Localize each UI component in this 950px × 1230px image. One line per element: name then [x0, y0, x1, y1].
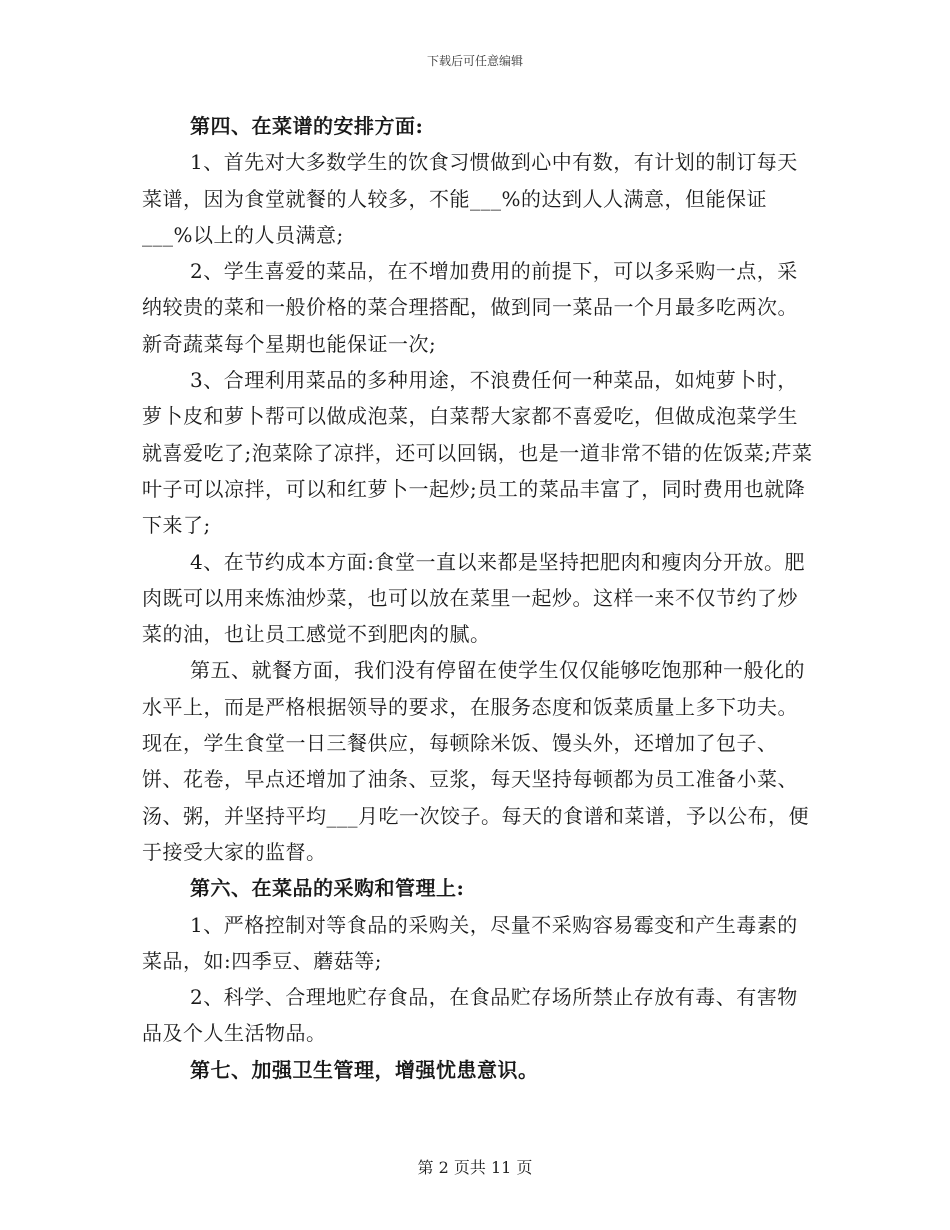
- section-heading: 第六、在菜品的采购和管理上:: [190, 876, 465, 901]
- page-footer: 第 2 页共 11 页: [417, 1158, 533, 1177]
- paragraph: 3、合理利用菜品的多种用途，不浪费任何一种菜品，如炖萝卜时，萝卜皮和萝卜帮可以做成泡菜，白菜帮大家都不喜爱吃，但做成泡菜学生就喜爱吃了;泡菜除了凉拌，还可以回锅，也是一道非常不错的佐饭菜;芹菜叶子可以凉拌，可以和红萝卜一起炒;员工的菜品丰富了，同时费用也就降下来了;: [142, 368, 813, 538]
- section-heading: 第七、加强卫生管理，增强忧患意识。: [190, 1057, 539, 1082]
- paragraph: 第五、就餐方面，我们没有停留在使学生仅仅能够吃饱那种一般化的水平上，而是严格根据领导的要求，在服务态度和饭菜质量上多下功夫。现在，学生食堂一日三餐供应，每顿除米饭、馒头外，还增加了包子、饼、花卷，早点还增加了油条、豆浆，每天坚持每顿都为员工准备小菜、汤、粥，并坚持平均___月吃一次饺子。每天的食谱和菜谱，予以公布，便于接受大家的监督。: [142, 658, 809, 864]
- paragraph: 2、学生喜爱的菜品，在不增加费用的前提下，可以多采购一点，采纳较贵的菜和一般价格的菜合理搭配，做到同一菜品一个月最多吃两次。新奇蔬菜每个星期也能保证一次;: [142, 259, 798, 356]
- paragraph: 1、严格控制对等食品的采购关，尽量不采购容易霉变和产生毒素的菜品，如:四季豆、蘑菇等;: [142, 912, 798, 973]
- paragraph: 4、在节约成本方面:食堂一直以来都是坚持把肥肉和瘦肉分开放。肥肉既可以用来炼油炒菜，也可以放在菜里一起炒。这样一来不仅节约了炒菜的油，也让员工感觉不到肥肉的腻。: [142, 549, 805, 647]
- document-body: [142, 108, 814, 1088]
- page-header: 下载后可任意编辑: [426, 54, 523, 68]
- paragraph: 2、科学、合理地贮存食品，在食品贮存场所禁止存放有毒、有害物品及个人生活物品。: [142, 985, 798, 1046]
- section-heading: 第四、在菜谱的安排方面:: [190, 114, 424, 138]
- paragraph: 1、首先对大多数学生的饮食习惯做到心中有数，有计划的制订每天菜谱，因为食堂就餐的人较多，不能___%的达到人人满意，但能保证___%以上的人员满意;: [142, 150, 798, 247]
